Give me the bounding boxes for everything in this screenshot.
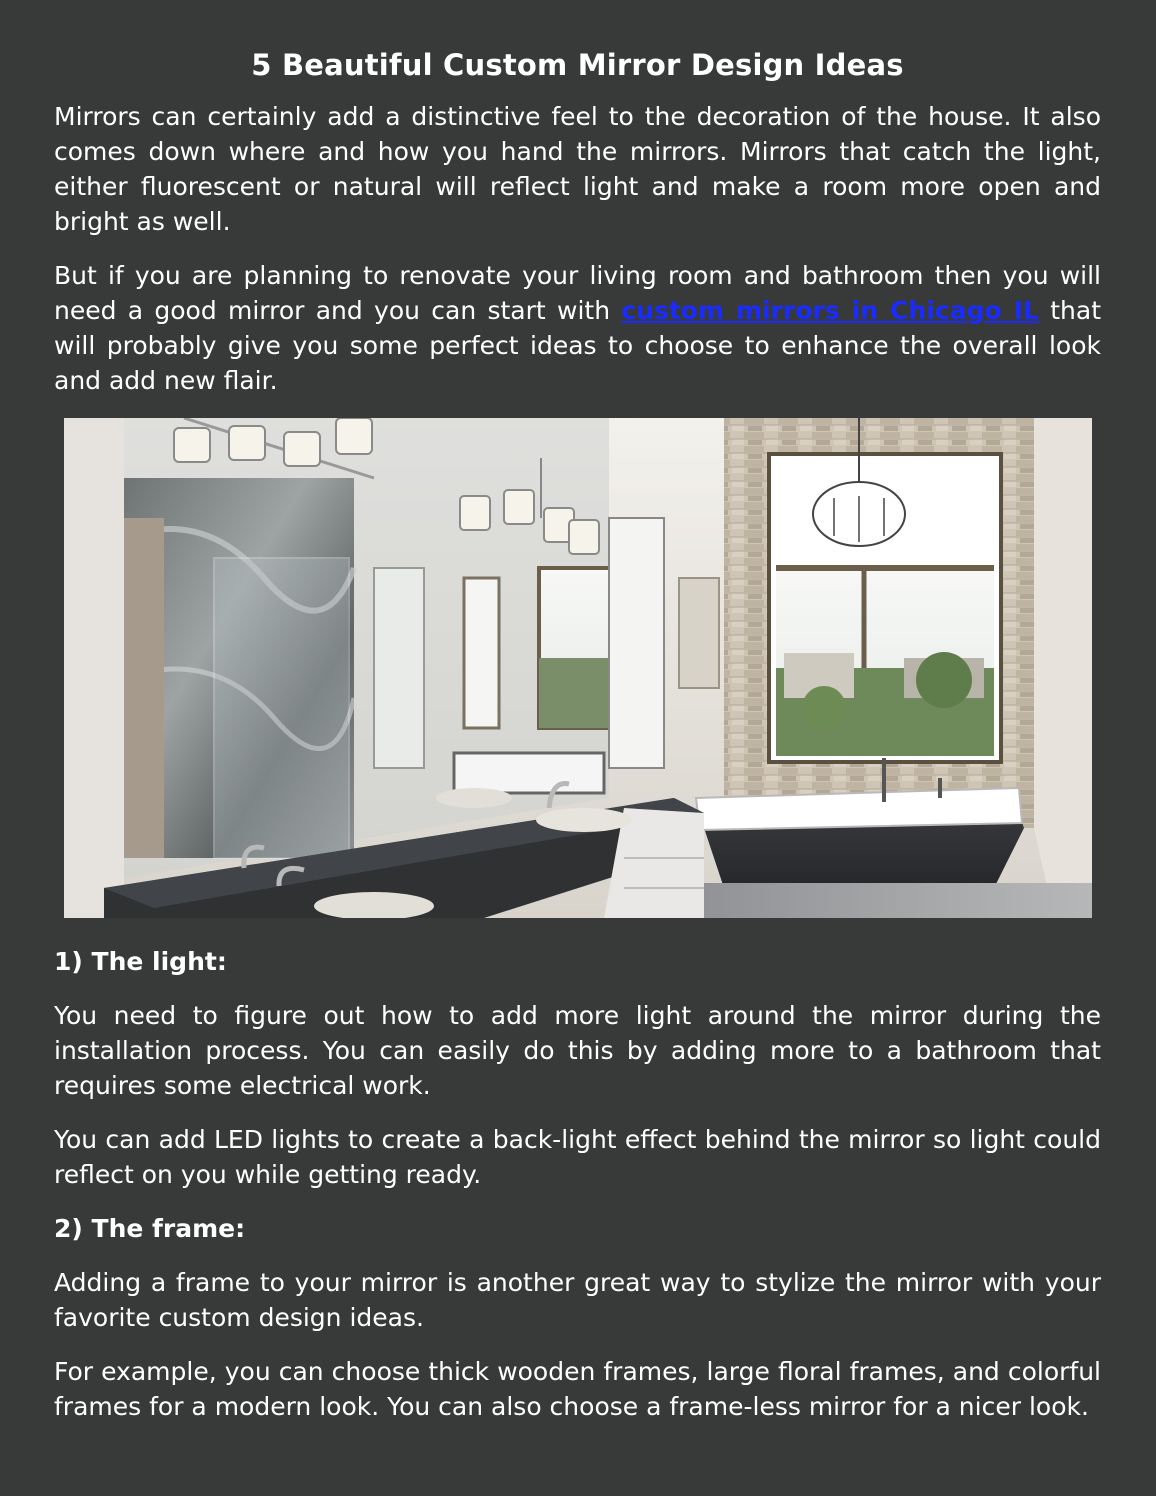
intro-paragraph-2 <box>54 258 1101 398</box>
section-heading-frame: 2) The frame: <box>54 1214 246 1243</box>
intro-paragraph-2-before: But if you are planning to renovate your living room and bathroom then you will need a good mirror and you can start with <box>54 261 1101 325</box>
section-heading-light: 1) The light: <box>54 947 227 976</box>
custom-mirrors-link[interactable]: custom mirrors in Chicago IL <box>621 296 1039 325</box>
bathroom-photo <box>64 418 1092 918</box>
light-paragraph-2: You can add LED lights to create a back-light effect behind the mirror so light could reflect on you while getting ready. <box>54 1125 1101 1189</box>
intro-paragraph-1: Mirrors can certainly add a distinctive feel to the decoration of the house. It also comes down where and how you hand the mirrors. Mirrors that catch the light, either fluorescent or natural will reflect light and make a room more open and bright as well. <box>54 102 1101 236</box>
frame-paragraph-1: Adding a frame to your mirror is another great way to stylize the mirror with your favorite custom design ideas. <box>54 1268 1101 1332</box>
light-paragraph-1: You need to figure out how to add more light around the mirror during the installation process. You can easily do this by adding more to a bathroom that requires some electrical work. <box>54 1001 1101 1100</box>
page-title: 5 Beautiful Custom Mirror Design Ideas <box>251 48 904 82</box>
intro-paragraph-2-after: that will probably give you some perfect ideas to choose to enhance the overall look and add new flair. <box>54 296 1101 395</box>
frame-paragraph-2: For example, you can choose thick wooden frames, large floral frames, and colorful frames for a modern look. You can also choose a frame-less mirror for a nicer look. <box>54 1357 1101 1421</box>
